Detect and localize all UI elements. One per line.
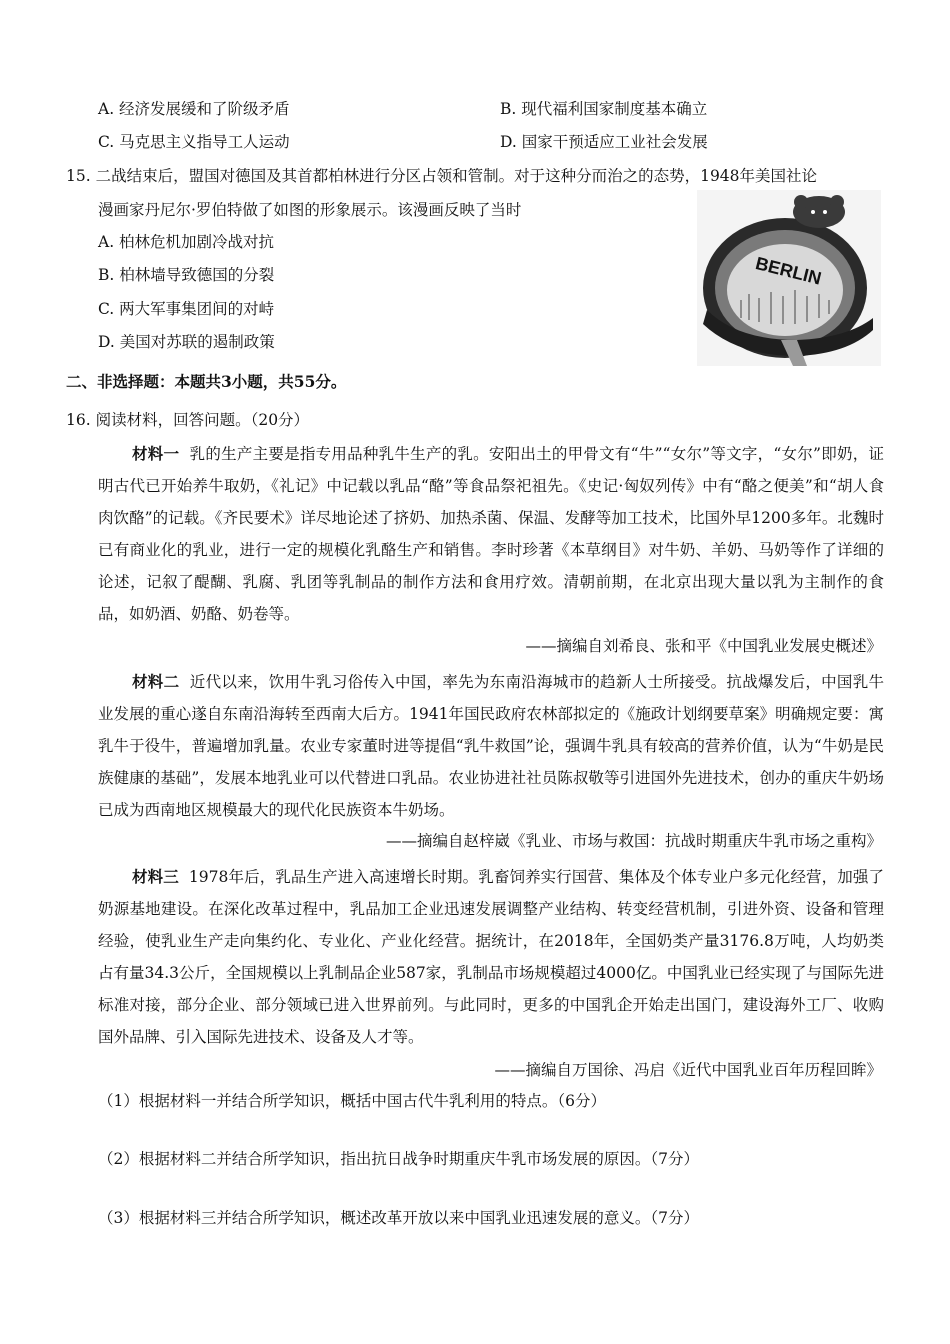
q14-option-b: B. 现代福利国家制度基本确立 (500, 100, 708, 118)
q16-question3: （3）根据材料三并结合所学知识，概述改革开放以来中国乳业迅速发展的意义。（7分） (98, 1209, 699, 1227)
berlin-cartoon-image (697, 190, 881, 366)
q15-option-c: C. 两大军事集团间的对峙 (98, 300, 275, 318)
q15-option-a: A. 柏林危机加剧冷战对抗 (98, 233, 275, 251)
q16-title: 16. 阅读材料，回答问题。（20分） (66, 411, 310, 429)
material1-source: ——摘编自刘希良、张和平《中国乳业发展史概述》 (525, 637, 882, 655)
material2-text: 近代以来，饮用牛乳习俗传入中国，率先为东南沿海城市的趋新人士所接受。抗战爆发后，中国乳牛业发展的重心遂自东南沿海转至西南大后方。1941年国民政府农林部拟定的《施政计划纲要草案》明确规定要：寓乳牛于役牛，普遍增加乳量。农业专家董时进等提倡“乳牛救国”论，强调牛乳具有较高的营养价值，认为“牛奶是民族健康的基础”，发展本地乳业可以代替进口乳品。农业协进社社员陈叔敬等引进国外先进技术，创办的重庆牛奶场已成为西南地区规模最大的现代化民族资本牛奶场。 (98, 673, 884, 819)
material3 (98, 861, 884, 1053)
q16-question1: （1）根据材料一并结合所学知识，概括中国古代牛乳利用的特点。（6分） (98, 1092, 606, 1110)
material1-text: 乳的生产主要是指专用品种乳牛生产的乳。安阳出土的甲骨文有“牛”“女尔”等文字，“女尔”即奶，证明古代已开始养牛取奶，《礼记》中记载以乳品“酪”等食品祭祀祖先。《史记·匈奴列传》中有“酪之便美”和“胡人食肉饮酪”的记载。《齐民要术》详尽地论述了挤奶、加热杀菌、保温、发酵等加工技术，比国外早1200多年。北魏时已有商业化的乳业，进行一定的规模化乳酪生产和销售。李时珍著《本草纲目》对牛奶、羊奶、马奶等作了详细的论述，记叙了醍醐、乳腐、乳团等乳制品的制作方法和食用疗效。清朝前期，在北京出现大量以乳为主制作的食品，如奶酒、奶酪、奶卷等。 (98, 445, 884, 623)
q14-option-a: A. 经济发展缓和了阶级矛盾 (98, 100, 290, 118)
q15-option-d: D. 美国对苏联的遏制政策 (98, 333, 275, 351)
material3-text: 1978年后，乳品生产进入高速增长时期。乳畜饲养实行国营、集体及个体专业户多元化经营，加强了奶源基地建设。在深化改革过程中，乳品加工企业迅速发展调整产业结构、转变经营机制，引进外资、设备和管理经验，使乳业生产走向集约化、专业化、产业化经营。据统计，在2018年，全国奶类产量3176.8万吨，人均奶类占有量34.3公斤，全国规模以上乳制品企业587家，乳制品市场规模超过4000亿。中国乳业已经实现了与国际先进标准对接，部分企业、部分领域已进入世界前列。与此同时，更多的中国乳企开始走出国门，建设海外工厂、收购国外品牌、引入国际先进技术、设备及人才等。 (98, 868, 884, 1046)
material1-label: 材料一 (132, 444, 180, 463)
q15-stem-line2: 漫画家丹尼尔·罗伯特做了如图的形象展示。该漫画反映了当时 (98, 201, 522, 219)
material2-source: ——摘编自赵梓崴《乳业、市场与救国：抗战时期重庆牛乳市场之重构》 (385, 832, 882, 850)
q16-question2: （2）根据材料二并结合所学知识，指出抗日战争时期重庆牛乳市场发展的原因。（7分） (98, 1150, 699, 1168)
material3-source: ——摘编自万国徐、冯启《近代中国乳业百年历程回眸》 (494, 1061, 882, 1079)
q15-stem-line1: 15. 二战结束后，盟国对德国及其首都柏林进行分区占领和管制。对于这种分而治之的态势，1948年美国社论 (66, 167, 818, 185)
berlin-cartoon-label: BERLIN (753, 253, 824, 289)
q14-option-c: C. 马克思主义指导工人运动 (98, 133, 290, 151)
material2 (98, 666, 884, 826)
q15-option-b: B. 柏林墙导致德国的分裂 (98, 266, 275, 284)
material1 (98, 438, 884, 630)
q14-option-d: D. 国家干预适应工业社会发展 (500, 133, 708, 151)
material2-label: 材料二 (132, 672, 180, 691)
material3-label: 材料三 (132, 867, 179, 886)
section2-title: 二、非选择题：本题共3小题，共55分。 (66, 372, 347, 391)
